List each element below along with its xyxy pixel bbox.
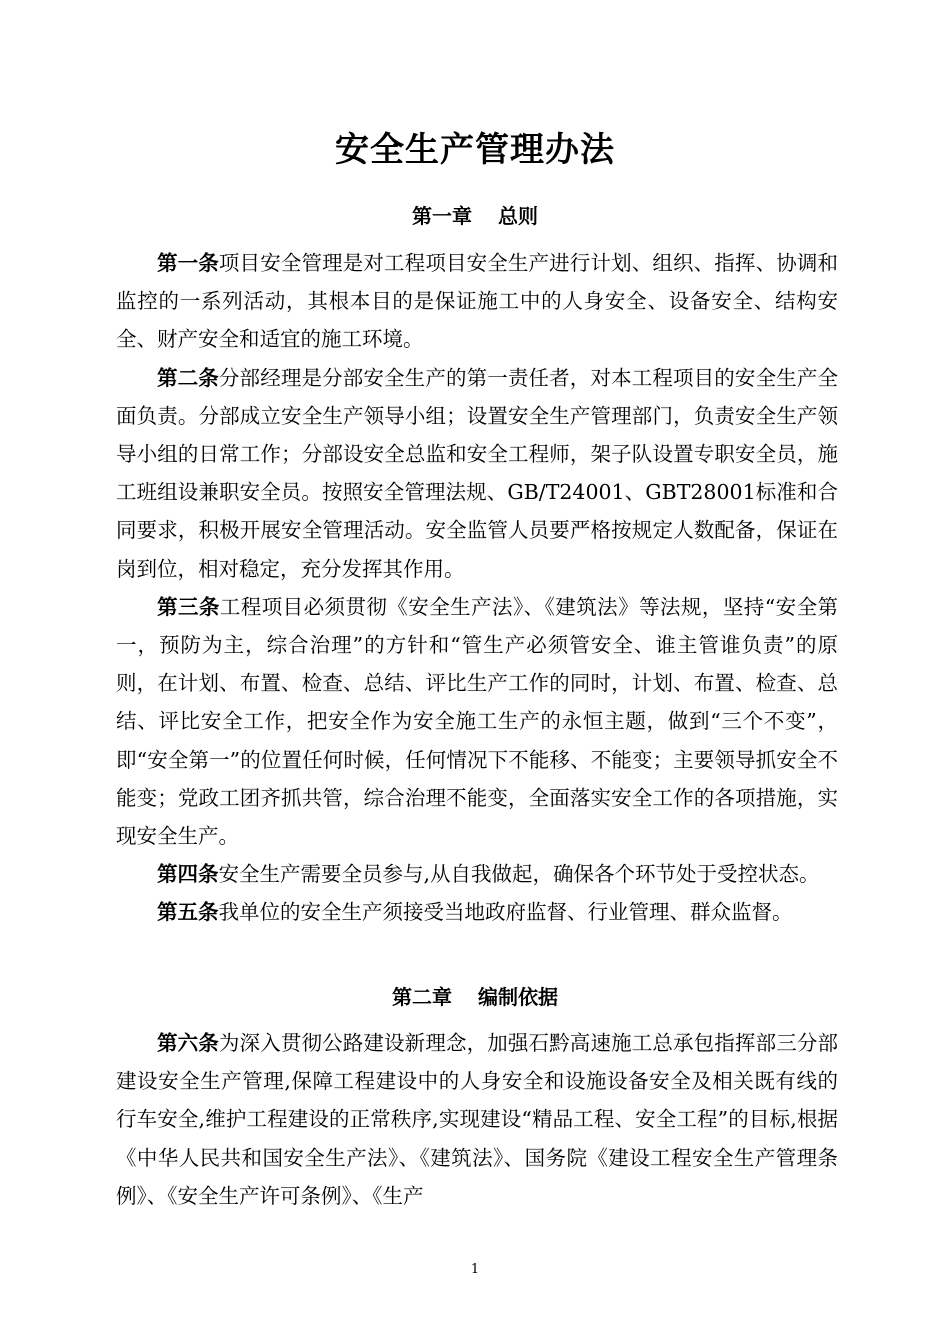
article-label: 第三条: [157, 594, 220, 619]
article-paragraph: [116, 855, 838, 893]
article-paragraph: [116, 588, 838, 855]
chapter-heading-1: [0, 197, 950, 235]
article-text: 项目安全管理是对工程项目安全生产进行计划、组织、指挥、协调和监控的一系列活动，其根本目的是保证施工中的人身安全、设备安全、结构安全、财产安全和适宜的施工环境。: [116, 251, 838, 352]
article-text: 安全生产需要全员参与,从自我做起，确保各个环节处于受控状态。: [218, 862, 820, 887]
article-label: 第二条: [157, 365, 219, 390]
article-paragraph: [116, 244, 838, 359]
page-number: 1: [470, 1262, 480, 1277]
article-label: 第一条: [157, 251, 219, 275]
article-paragraph: [116, 1024, 838, 1215]
article-paragraph: [116, 359, 838, 588]
document-title: 安全生产管理办法: [335, 130, 615, 170]
chapter-number: 第一章: [412, 204, 472, 228]
chapter-number: 第二章: [392, 985, 452, 1009]
article-text: 我单位的安全生产须接受当地政府监督、行业管理、群众监督。: [218, 900, 793, 925]
chapter-1-body: [116, 244, 838, 932]
article-text: 为深入贯彻公路建设新理念，加强石黔高速施工总承包指挥部三分部建设安全生产管理,保障工程建设中的人身安全和设施设备安全及相关既有线的行车安全,维护工程建设的正常秩序,实现建设“精品工程、安全工程”的目标,根据《中华人民共和国安全生产法》、《建筑法》、国务院《建设工程安全生产管理条例》、《安全生产许可条例》、《生产: [116, 1031, 838, 1208]
chapter-name: 编制依据: [478, 985, 558, 1009]
article-text: 分部经理是分部安全生产的第一责任者，对本工程项目的安全生产全面负责。分部成立安全生产领导小组；设置安全生产管理部门，负责安全生产领导小组的日常工作；分部设安全总监和安全工程师，架子队设置专职安全员，施工班组设兼职安全员。按照安全管理法规、GB/T24001、GBT28001标准和合同要求，积极开展安全管理活动。安全监管人员要严格按规定人数配备，保证在岗到位，相对稳定，充分发挥其作用。: [116, 365, 838, 581]
article-paragraph: [116, 893, 838, 931]
chapter-2-body: [116, 1024, 838, 1215]
article-label: 第六条: [157, 1031, 219, 1055]
chapter-heading-2: [0, 978, 950, 1016]
article-label: 第四条: [157, 862, 219, 887]
article-text: 工程项目必须贯彻《安全生产法》、《建筑法》等法规，坚持“安全第一，预防为主，综合治理”的方针和“管生产必须管安全、谁主管谁负责”的原则，在计划、布置、检查、总结、评比生产工作的同时，计划、布置、检查、总结、评比安全工作，把安全作为安全施工生产的永恒主题，做到“三个不变”，即“安全第一”的位置任何时候，任何情况下不能移、不能变；主要领导抓安全不能变；党政工团齐抓共管，综合治理不能变，全面落实安全工作的各项措施，实现安全生产。: [116, 594, 839, 849]
article-label: 第五条: [157, 900, 219, 925]
chapter-name: 总则: [498, 204, 538, 228]
